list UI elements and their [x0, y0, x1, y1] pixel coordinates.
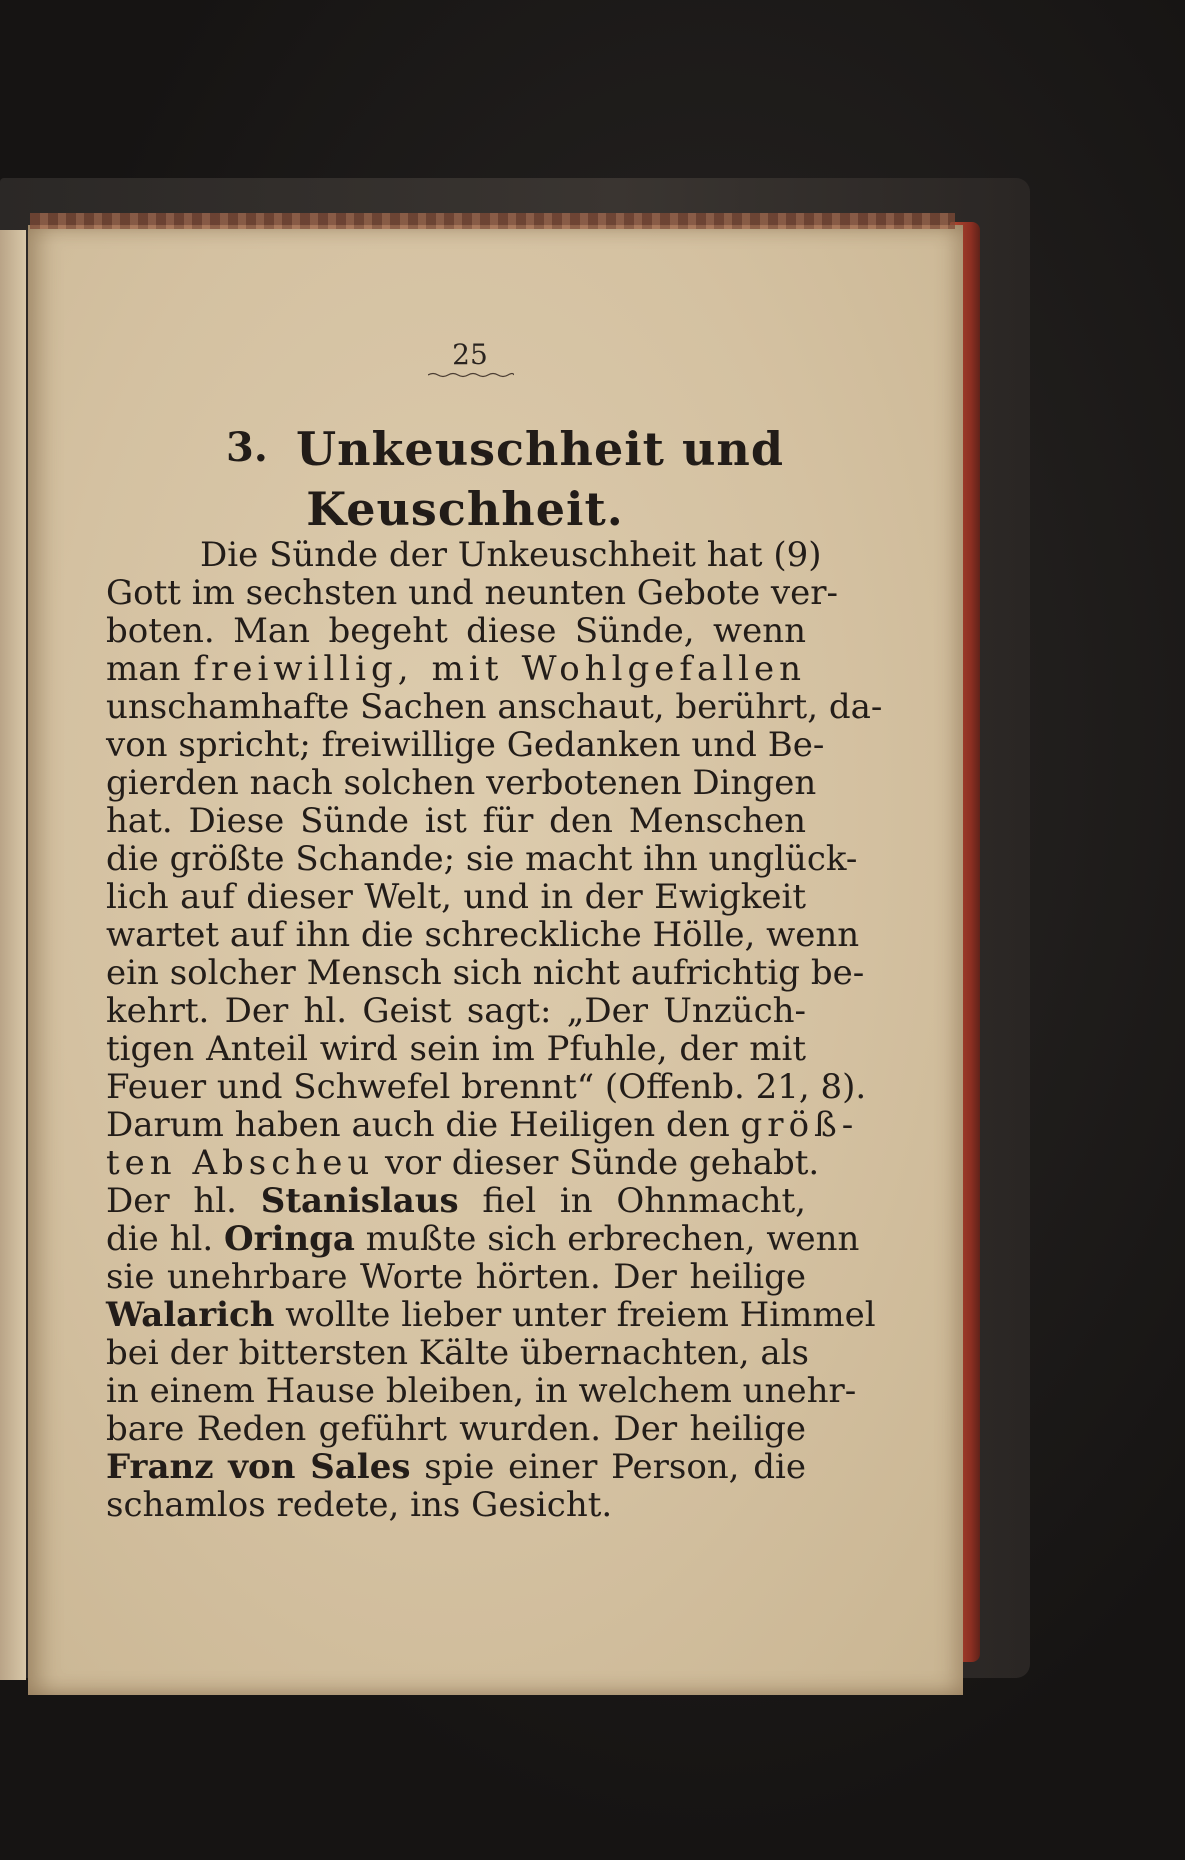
spaced-emphasis: größ- — [740, 1105, 859, 1145]
text-line: ein solcher Mensch sich nicht aufrichtig be- — [106, 953, 865, 993]
text-line: bare Reden geführt wurden. Der heilige — [106, 1409, 806, 1449]
text-line: wartet auf ihn die schreckliche Hölle, wenn — [106, 915, 860, 955]
text-line: Franz von Sales spie einer Person, die — [106, 1447, 806, 1487]
text-line: bei der bittersten Kälte übernachten, als — [106, 1333, 809, 1373]
page-number: 25 — [452, 338, 488, 371]
text-line: Der hl. Stanislaus fiel in Ohnmacht, — [106, 1181, 806, 1221]
text-line: Darum haben auch die Heiligen den größ- — [106, 1105, 859, 1145]
text-line: die größte Schande; sie macht ihn unglück- — [106, 839, 858, 879]
text-line: tigen Anteil wird sein im Pfuhle, der mit — [106, 1029, 806, 1069]
text-line: Die Sünde der Unkeuschheit hat (9) — [200, 535, 822, 575]
text-line: man freiwillig, mit Wohlgefallen — [106, 649, 806, 689]
left-page-edge — [0, 230, 26, 1680]
text-line: schamlos redete, ins Gesicht. — [106, 1485, 613, 1525]
text-line: die hl. Oringa mußte sich erbrechen, wenn — [106, 1219, 860, 1259]
page-number-ornament — [428, 372, 514, 378]
spaced-emphasis: freiwillig, mit Wohlgefallen — [193, 649, 806, 689]
saint-name: Franz von Sales — [106, 1447, 411, 1487]
page-top-edge — [30, 213, 955, 229]
text-line: ten Abscheu vor dieser Sünde gehabt. — [106, 1143, 820, 1183]
saint-name: Stanislaus — [260, 1181, 459, 1221]
text-line: boten. Man begeht diese Sünde, wenn — [106, 611, 806, 651]
text-line: hat. Diese Sünde ist für den Menschen — [106, 801, 806, 841]
text-line: Walarich wollte lieber unter freiem Himmel — [106, 1295, 876, 1335]
text-line: gierden nach solchen verbotenen Dingen — [106, 763, 817, 803]
chapter-title-line-1: Unkeuschheit und — [296, 422, 784, 476]
saint-name: Walarich — [106, 1295, 275, 1335]
text-line: sie unehrbare Worte hörten. Der heilige — [106, 1257, 806, 1297]
text-line: lich auf dieser Welt, und in der Ewigkeit — [106, 877, 806, 917]
text-line: in einem Hause bleiben, in welchem unehr- — [106, 1371, 857, 1411]
text-line: unschamhafte Sachen anschaut, berührt, da- — [106, 687, 883, 727]
text-line: Feuer und Schwefel brennt“ (Offenb. 21, 8). — [106, 1067, 867, 1107]
text-line: Gott im sechsten und neunten Gebote ver- — [106, 573, 838, 613]
chapter-number: 3. — [226, 424, 268, 471]
spaced-emphasis: ten Abscheu — [106, 1143, 375, 1183]
saint-name: Oringa — [223, 1219, 355, 1259]
text-line: von spricht; freiwillige Gedanken und Be- — [106, 725, 825, 765]
chapter-title-line-2: Keuschheit. — [306, 482, 624, 536]
text-line: kehrt. Der hl. Geist sagt: „Der Unzüch- — [106, 991, 806, 1031]
